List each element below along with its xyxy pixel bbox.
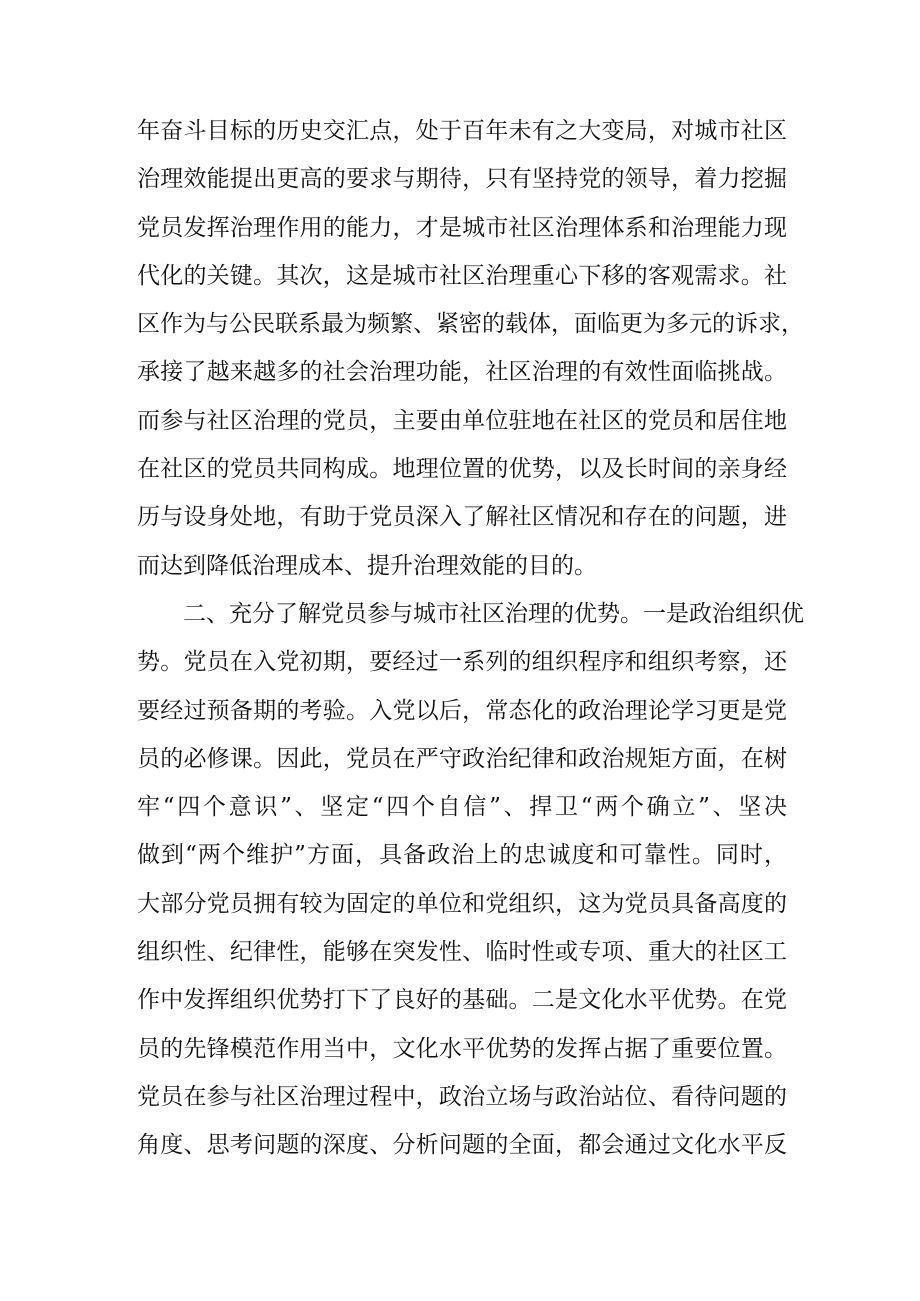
text-line: 大部分党员拥有较为固定的单位和党组织，这为党员具备高度的 bbox=[137, 890, 787, 917]
text-line: 在社区的党员共同构成。地理位置的优势，以及长时间的亲身经 bbox=[137, 456, 787, 483]
text-line: 年奋斗目标的历史交汇点，处于百年未有之大变局，对城市社区 bbox=[137, 118, 787, 144]
body-text bbox=[137, 107, 804, 1170]
text-line: 承接了越来越多的社会治理功能，社区治理的有效性面临挑战。 bbox=[137, 359, 787, 386]
text-line: 做到“两个维护”方面，具备政治上的忠诚度和可靠性。同时， bbox=[137, 842, 787, 869]
text-line: 员的先锋模范作用当中，文化水平优势的发挥占据了重要位置。 bbox=[137, 1035, 787, 1062]
text-line: 区作为与公民联系最为频繁、紧密的载体，面临更为多元的诉求， bbox=[137, 311, 804, 338]
text-line: 党员在参与社区治理过程中，政治立场与政治站位、看待问题的 bbox=[137, 1083, 787, 1110]
text-line: 员的必修课。因此，党员在严守政治纪律和政治规矩方面，在树 bbox=[137, 745, 787, 772]
text-line: 牢“四个意识”、坚定“四个自信”、捍卫“两个确立”、坚决 bbox=[137, 794, 787, 821]
text-line: 势。党员在入党初期，要经过一系列的组织程序和组织考察，还 bbox=[137, 649, 787, 676]
text-line: 历与设身处地，有助于党员深入了解社区情况和存在的问题，进 bbox=[137, 504, 787, 531]
text-line: 代化的关键。其次，这是城市社区治理重心下移的客观需求。社 bbox=[137, 262, 787, 289]
text-line: 要经过预备期的考验。入党以后，常态化的政治理论学习更是党 bbox=[137, 697, 787, 724]
paragraph-end-line: 而达到降低治理成本、提升治理效能的目的。 bbox=[137, 552, 597, 579]
text-line: 组织性、纪律性，能够在突发性、临时性或专项、重大的社区工 bbox=[137, 939, 787, 966]
text-line: 党员发挥治理作用的能力，才是城市社区治理体系和治理能力现 bbox=[137, 214, 787, 241]
text-line: 而参与社区治理的党员，主要由单位驻地在社区的党员和居住地 bbox=[137, 407, 787, 434]
section-heading-line: 二、充分了解党员参与城市社区治理的优势。一是政治组织优 bbox=[183, 600, 804, 627]
text-line: 作中发挥组织优势打下了良好的基础。二是文化水平优势。在党 bbox=[137, 987, 787, 1014]
text-line: 角度、思考问题的深度、分析问题的全面，都会通过文化水平反 bbox=[137, 1132, 787, 1159]
text-line: 治理效能提出更高的要求与期待，只有坚持党的领导，着力挖掘 bbox=[137, 166, 787, 193]
